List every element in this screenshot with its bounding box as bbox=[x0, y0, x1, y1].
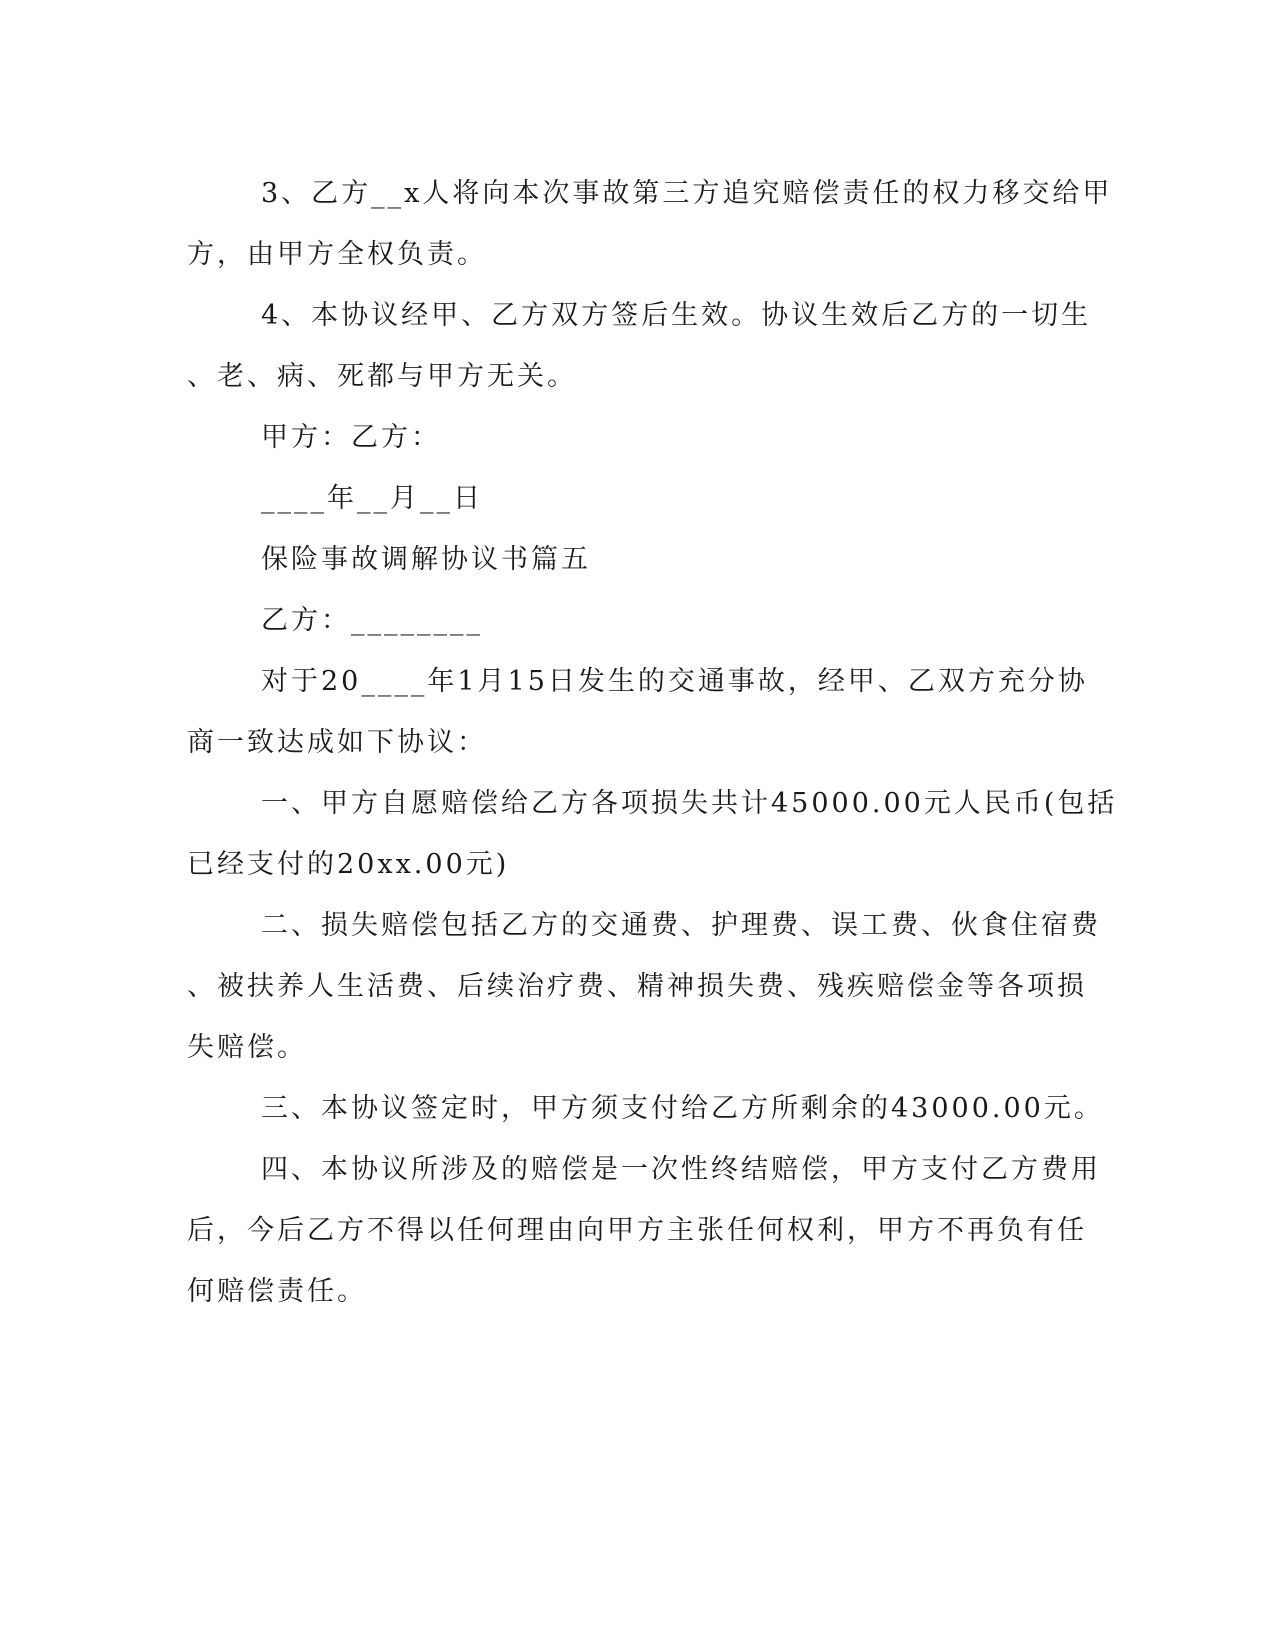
text-line: 3、乙方__x人将向本次事故第三方追究赔偿责任的权力移交给甲 bbox=[261, 178, 1113, 209]
intro-paragraph bbox=[187, 651, 1088, 773]
party-b-line: 乙方：________ bbox=[261, 605, 483, 636]
text-line: 何赔偿责任。 bbox=[187, 1276, 367, 1307]
text-line: 4、本协议经甲、乙方双方签后生效。协议生效后乙方的一切生 bbox=[261, 300, 1092, 331]
text-line: 、老、病、死都与甲方无关。 bbox=[187, 361, 577, 392]
clause-4-paragraph bbox=[187, 285, 1092, 407]
party-b-paragraph bbox=[187, 590, 1067, 651]
text-line: 对于20____年1月15日发生的交通事故，经甲、乙双方充分协 bbox=[261, 666, 1088, 697]
text-line: 四、本协议所涉及的赔偿是一次性终结赔偿，甲方支付乙方费用 bbox=[261, 1154, 1101, 1185]
text-line: 商一致达成如下协议： bbox=[187, 727, 487, 758]
section-title: 保险事故调解协议书篇五 bbox=[261, 544, 591, 575]
text-line: 失赔偿。 bbox=[187, 1032, 307, 1063]
text-line: 已经支付的20xx.00元) bbox=[187, 849, 510, 880]
text-line: 后，今后乙方不得以任何理由向甲方主张任何权利，甲方不再负有任 bbox=[187, 1215, 1087, 1246]
signature-line: 甲方：乙方： bbox=[261, 422, 441, 453]
clause-3-paragraph bbox=[187, 163, 1113, 285]
section-title-paragraph bbox=[187, 529, 1067, 590]
text-line: 方，由甲方全权负责。 bbox=[187, 239, 487, 270]
signatures-paragraph bbox=[187, 407, 1067, 468]
item-2-paragraph bbox=[187, 895, 1101, 1078]
item-4-paragraph bbox=[187, 1139, 1101, 1322]
item-3-paragraph bbox=[187, 1078, 1104, 1139]
document-body bbox=[187, 163, 1118, 1322]
text-line: 三、本协议签定时，甲方须支付给乙方所剩余的43000.00元。 bbox=[261, 1093, 1104, 1124]
text-line: 二、损失赔偿包括乙方的交通费、护理费、误工费、伙食住宿费 bbox=[261, 910, 1101, 941]
text-line: 、被扶养人生活费、后续治疗费、精神损失费、残疾赔偿金等各项损 bbox=[187, 971, 1087, 1002]
date-paragraph bbox=[187, 468, 1067, 529]
item-1-paragraph bbox=[187, 773, 1118, 895]
date-line: ____年__月__日 bbox=[261, 483, 483, 514]
text-line: 一、甲方自愿赔偿给乙方各项损失共计45000.00元人民币(包括 bbox=[261, 788, 1118, 819]
